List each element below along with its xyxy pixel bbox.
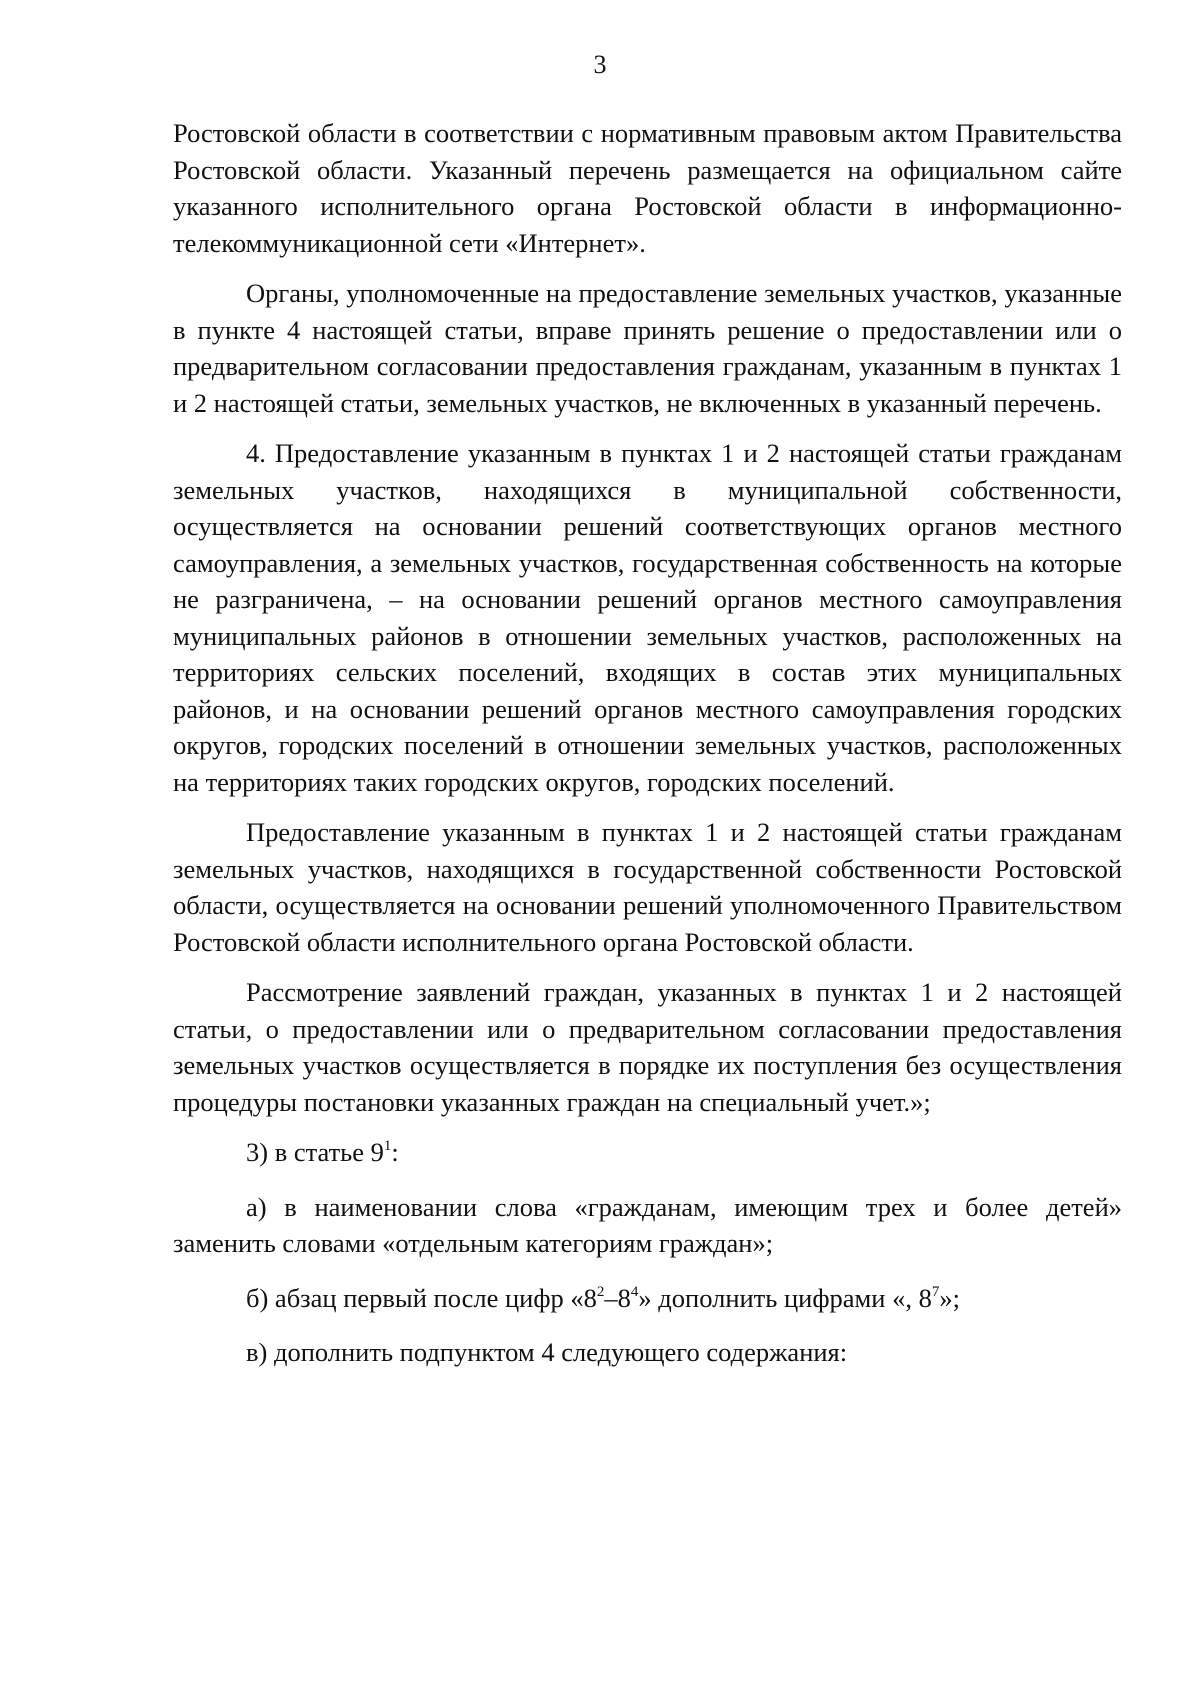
- item-3-tail: :: [391, 1137, 399, 1167]
- item-b-part: » дополнить цифрами «, 8: [638, 1282, 932, 1313]
- paragraph-continuation: Ростовской области в соответствии с нормативным правовым актом Правительства Ростовской области. Указанный перечень размещается на официальном сайте указанного исполнительного органа Ростовской области в информационно-телекоммуникационной сети «Интернет».: [173, 118, 1122, 258]
- superscript: 4: [630, 1283, 639, 1300]
- superscript: 7: [931, 1283, 940, 1300]
- item-3-text: 3) в статье 9: [246, 1137, 384, 1167]
- paragraph-item-a: а) в наименовании слова «гражданам, имеющим трех и более детей» заменить словами «отдельным категориям граждан»;: [173, 1191, 1122, 1258]
- superscript: 2: [596, 1283, 605, 1300]
- item-b-part: б) абзац первый после цифр «8: [246, 1282, 597, 1313]
- paragraph: Предоставление указанным в пунктах 1 и 2 настоящей статьи гражданам земельных участков, находящихся в государственной собственности Ростовской области, осуществляется на основании решений уполномоченного Правительством Ростовской области исполнительного органа Ростовской области.: [173, 817, 1122, 957]
- paragraph-item-3: [173, 1134, 1122, 1171]
- paragraph: Рассмотрение заявлений граждан, указанных в пунктах 1 и 2 настоящей статьи, о предоставлении или о предварительном согласовании предоставления земельных участков осуществляется в порядке их поступления без осуществления процедуры постановки указанных граждан на специальный учет.»;: [173, 977, 1122, 1117]
- page-number: 3: [593, 50, 607, 79]
- superscript: 1: [383, 1138, 392, 1154]
- paragraph-item-b: [173, 1280, 1122, 1317]
- item-b-part: »;: [939, 1282, 960, 1313]
- paragraph-item-v: в) дополнить подпунктом 4 следующего содержания:: [246, 1337, 848, 1367]
- paragraph: Органы, уполномоченные на предоставление земельных участков, указанные в пункте 4 настоящей статьи, вправе принять решение о предоставлении или о предварительном согласовании предоставления гражданам, указанным в пунктах 1 и 2 настоящей статьи, земельных участков, не включенных в указанный перечень.: [173, 278, 1122, 418]
- document-body: [173, 115, 1122, 1389]
- item-b-part: –8: [604, 1282, 631, 1313]
- paragraph-item-4: 4. Предоставление указанным в пунктах 1 и 2 настоящей статьи гражданам земельных участков, находящихся в муниципальной собственности, осуществляется на основании решений соответствующих органов местного самоуправления, а земельных участков, государственная собственность на которые не разграничена, – на основании решений органов местного самоуправления муниципальных районов в отношении земельных участков, расположенных на территориях сельских поселений, входящих в состав этих муниципальных районов, и на основании решений органов местного самоуправления городских округов, городских поселений в отношении земельных участков, расположенных на территориях таких городских округов, городских поселений.: [173, 438, 1122, 797]
